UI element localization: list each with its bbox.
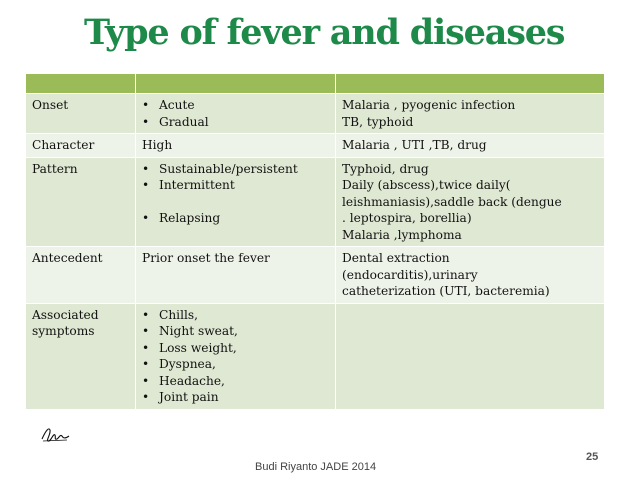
disease-line: Daily (abscess),twice daily( — [342, 178, 511, 192]
disease-line: Malaria ,lymphoma — [342, 227, 462, 242]
list-item: • Dyspnea, — [142, 356, 329, 373]
row-label: Pattern — [26, 157, 136, 247]
header-cell — [26, 74, 136, 94]
list-item: • Relapsing — [142, 210, 329, 227]
disease-line: . leptospira, borellia) — [342, 211, 472, 225]
list-item: • Gradual — [142, 114, 329, 131]
list-item: • Headache, — [142, 373, 329, 390]
signature-icon — [40, 424, 72, 444]
slide-title: Type of fever and diseases — [84, 12, 565, 53]
disease-line: (endocarditis),urinary — [342, 267, 478, 282]
footer-credit: Budi Riyanto JADE 2014 — [255, 461, 377, 473]
row-type: Prior onset the fever — [136, 247, 336, 304]
label-line: symptoms — [32, 324, 95, 338]
fever-table — [25, 73, 605, 410]
disease-line: Dental extraction — [342, 251, 450, 265]
list-item: • Night sweat, — [142, 323, 329, 340]
row-diseases — [336, 134, 605, 158]
row-diseases — [336, 94, 605, 134]
disease-line: leishmaniasis),saddle back (dengue — [342, 194, 562, 209]
disease-line: catheterization (UTI, bacteremia) — [342, 284, 550, 298]
list-item: • Sustainable/persistent — [142, 161, 329, 178]
header-cell — [136, 74, 336, 94]
disease-line: Malaria , UTI ,TB, drug — [342, 138, 487, 152]
disease-line: TB, typhoid — [342, 114, 414, 129]
table-row-antecedent — [26, 247, 605, 304]
list-item: • Intermittent — [142, 177, 329, 194]
row-diseases — [336, 303, 605, 409]
header-cell — [336, 74, 605, 94]
table-row-onset — [26, 94, 605, 134]
row-label: Character — [26, 134, 136, 158]
table-row-pattern — [26, 157, 605, 247]
table-row-associated-symptoms — [26, 303, 605, 409]
row-type — [136, 303, 336, 409]
row-label: Onset — [26, 94, 136, 134]
list-item: • Chills, — [142, 307, 329, 324]
page-number: 25 — [586, 451, 599, 463]
row-type — [136, 94, 336, 134]
row-type: High — [136, 134, 336, 158]
table-row-character — [26, 134, 605, 158]
table-header-row — [26, 74, 605, 94]
label-line: Associated — [32, 307, 99, 322]
row-diseases — [336, 247, 605, 304]
row-label: Antecedent — [26, 247, 136, 304]
row-diseases — [336, 157, 605, 247]
disease-line: Typhoid, drug — [342, 161, 429, 176]
list-item: • Loss weight, — [142, 340, 329, 357]
list-item: • Joint pain — [142, 389, 329, 406]
disease-line: Malaria , pyogenic infection — [342, 98, 516, 112]
row-type — [136, 157, 336, 247]
row-label — [26, 303, 136, 409]
list-item: • Acute — [142, 97, 329, 114]
